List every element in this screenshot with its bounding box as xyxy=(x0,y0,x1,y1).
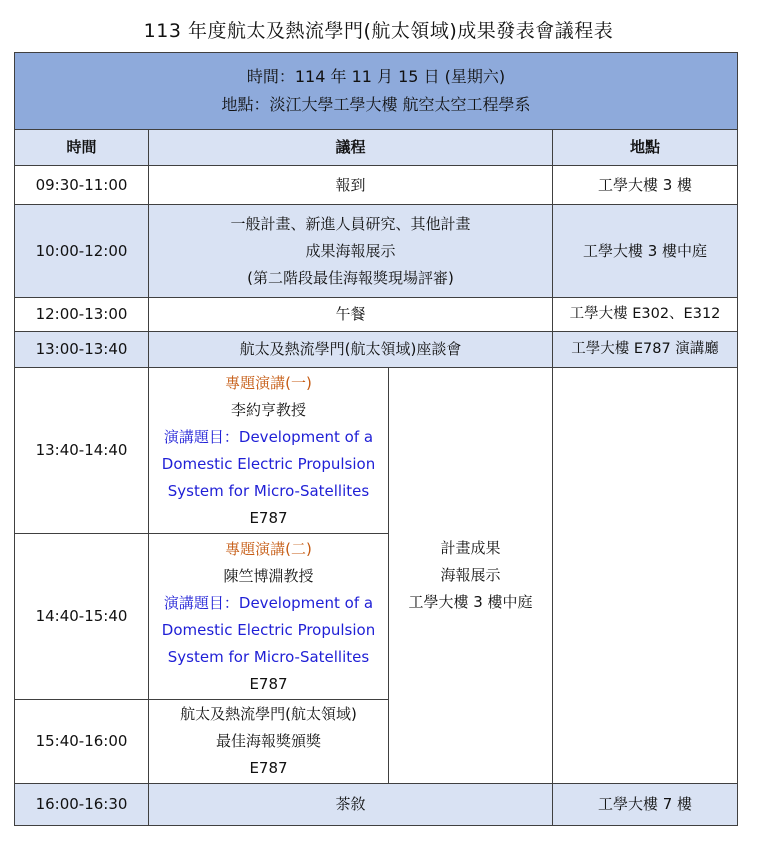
table-row xyxy=(15,205,738,298)
talk-topic: 演講題目：Development of a xyxy=(163,427,374,446)
agenda-cell: 午餐 xyxy=(149,298,553,332)
agenda-cell: 茶敘 xyxy=(149,784,553,826)
location-cell: 工學大樓 3 樓中庭 xyxy=(553,205,738,298)
agenda-line: 一般計畫、新進人員研究、其他計畫 xyxy=(230,214,471,233)
talk-cell xyxy=(149,534,389,700)
header-agenda: 議程 xyxy=(149,130,553,166)
time-cell: 09:30-11:00 xyxy=(15,166,149,205)
talk-title: 專題演講(一) xyxy=(225,373,312,392)
event-place: 地點：淡江大學工學大樓 航空太空工程學系 xyxy=(221,95,531,114)
agenda-line: 航太及熱流學門(航太領域) xyxy=(180,705,357,723)
time-cell: 13:40-14:40 xyxy=(15,368,149,534)
talk-topic: 演講題目：Development of a xyxy=(163,593,374,612)
agenda-line: 最佳海報獎頒獎 xyxy=(215,732,321,750)
header-time: 時間 xyxy=(15,130,149,166)
event-info xyxy=(15,53,738,130)
talk-topic: System for Micro-Satellites xyxy=(167,647,370,666)
table-row xyxy=(15,298,738,332)
table-row xyxy=(15,784,738,826)
time-cell: 14:40-15:40 xyxy=(15,534,149,700)
poster-line: 計畫成果 xyxy=(440,539,501,557)
location-cell: 工學大樓 E302、E312 xyxy=(553,298,738,332)
talk-topic: Domestic Electric Propulsion xyxy=(161,620,376,639)
poster-line: 海報展示 xyxy=(440,566,501,584)
time-cell: 13:00-13:40 xyxy=(15,332,149,368)
poster-cell xyxy=(389,368,553,784)
time-cell: 16:00-16:30 xyxy=(15,784,149,826)
agenda-cell: 航太及熱流學門(航太領域)座談會 xyxy=(149,332,553,368)
table-row xyxy=(15,368,738,534)
time-cell: 15:40-16:00 xyxy=(15,700,149,784)
header-location: 地點 xyxy=(553,130,738,166)
agenda-room: E787 xyxy=(249,759,288,777)
poster-line: 工學大樓 3 樓中庭 xyxy=(408,593,533,611)
table-row xyxy=(15,166,738,205)
location-cell: 工學大樓 7 樓 xyxy=(553,784,738,826)
time-cell: 12:00-13:00 xyxy=(15,298,149,332)
speaker-name: 陳竺博淵教授 xyxy=(223,566,314,585)
agenda-line: 成果海報展示 xyxy=(305,241,396,260)
event-time: 時間：114 年 11 月 15 日 (星期六) xyxy=(246,67,506,86)
talk-topic: Domestic Electric Propulsion xyxy=(161,454,376,473)
speaker-name: 李約亨教授 xyxy=(230,400,306,419)
page-title: 113 年度航太及熱流學門(航太領域)成果發表會議程表 xyxy=(143,20,614,42)
table-row xyxy=(15,332,738,368)
agenda-table xyxy=(14,52,738,826)
agenda-cell xyxy=(149,205,553,298)
info-row xyxy=(15,53,738,130)
location-cell: 工學大樓 E787 演講廳 xyxy=(553,332,738,368)
time-cell: 10:00-12:00 xyxy=(15,205,149,298)
agenda-cell xyxy=(149,700,389,784)
talk-cell xyxy=(149,368,389,534)
agenda-line: (第二階段最佳海報獎現場評審) xyxy=(247,268,454,287)
location-cell xyxy=(553,368,738,784)
talk-room: E787 xyxy=(249,508,288,527)
agenda-cell: 報到 xyxy=(149,166,553,205)
talk-room: E787 xyxy=(249,674,288,693)
header-row xyxy=(15,130,738,166)
talk-topic: System for Micro-Satellites xyxy=(167,481,370,500)
location-cell: 工學大樓 3 樓 xyxy=(553,166,738,205)
talk-title: 專題演講(二) xyxy=(225,539,312,558)
